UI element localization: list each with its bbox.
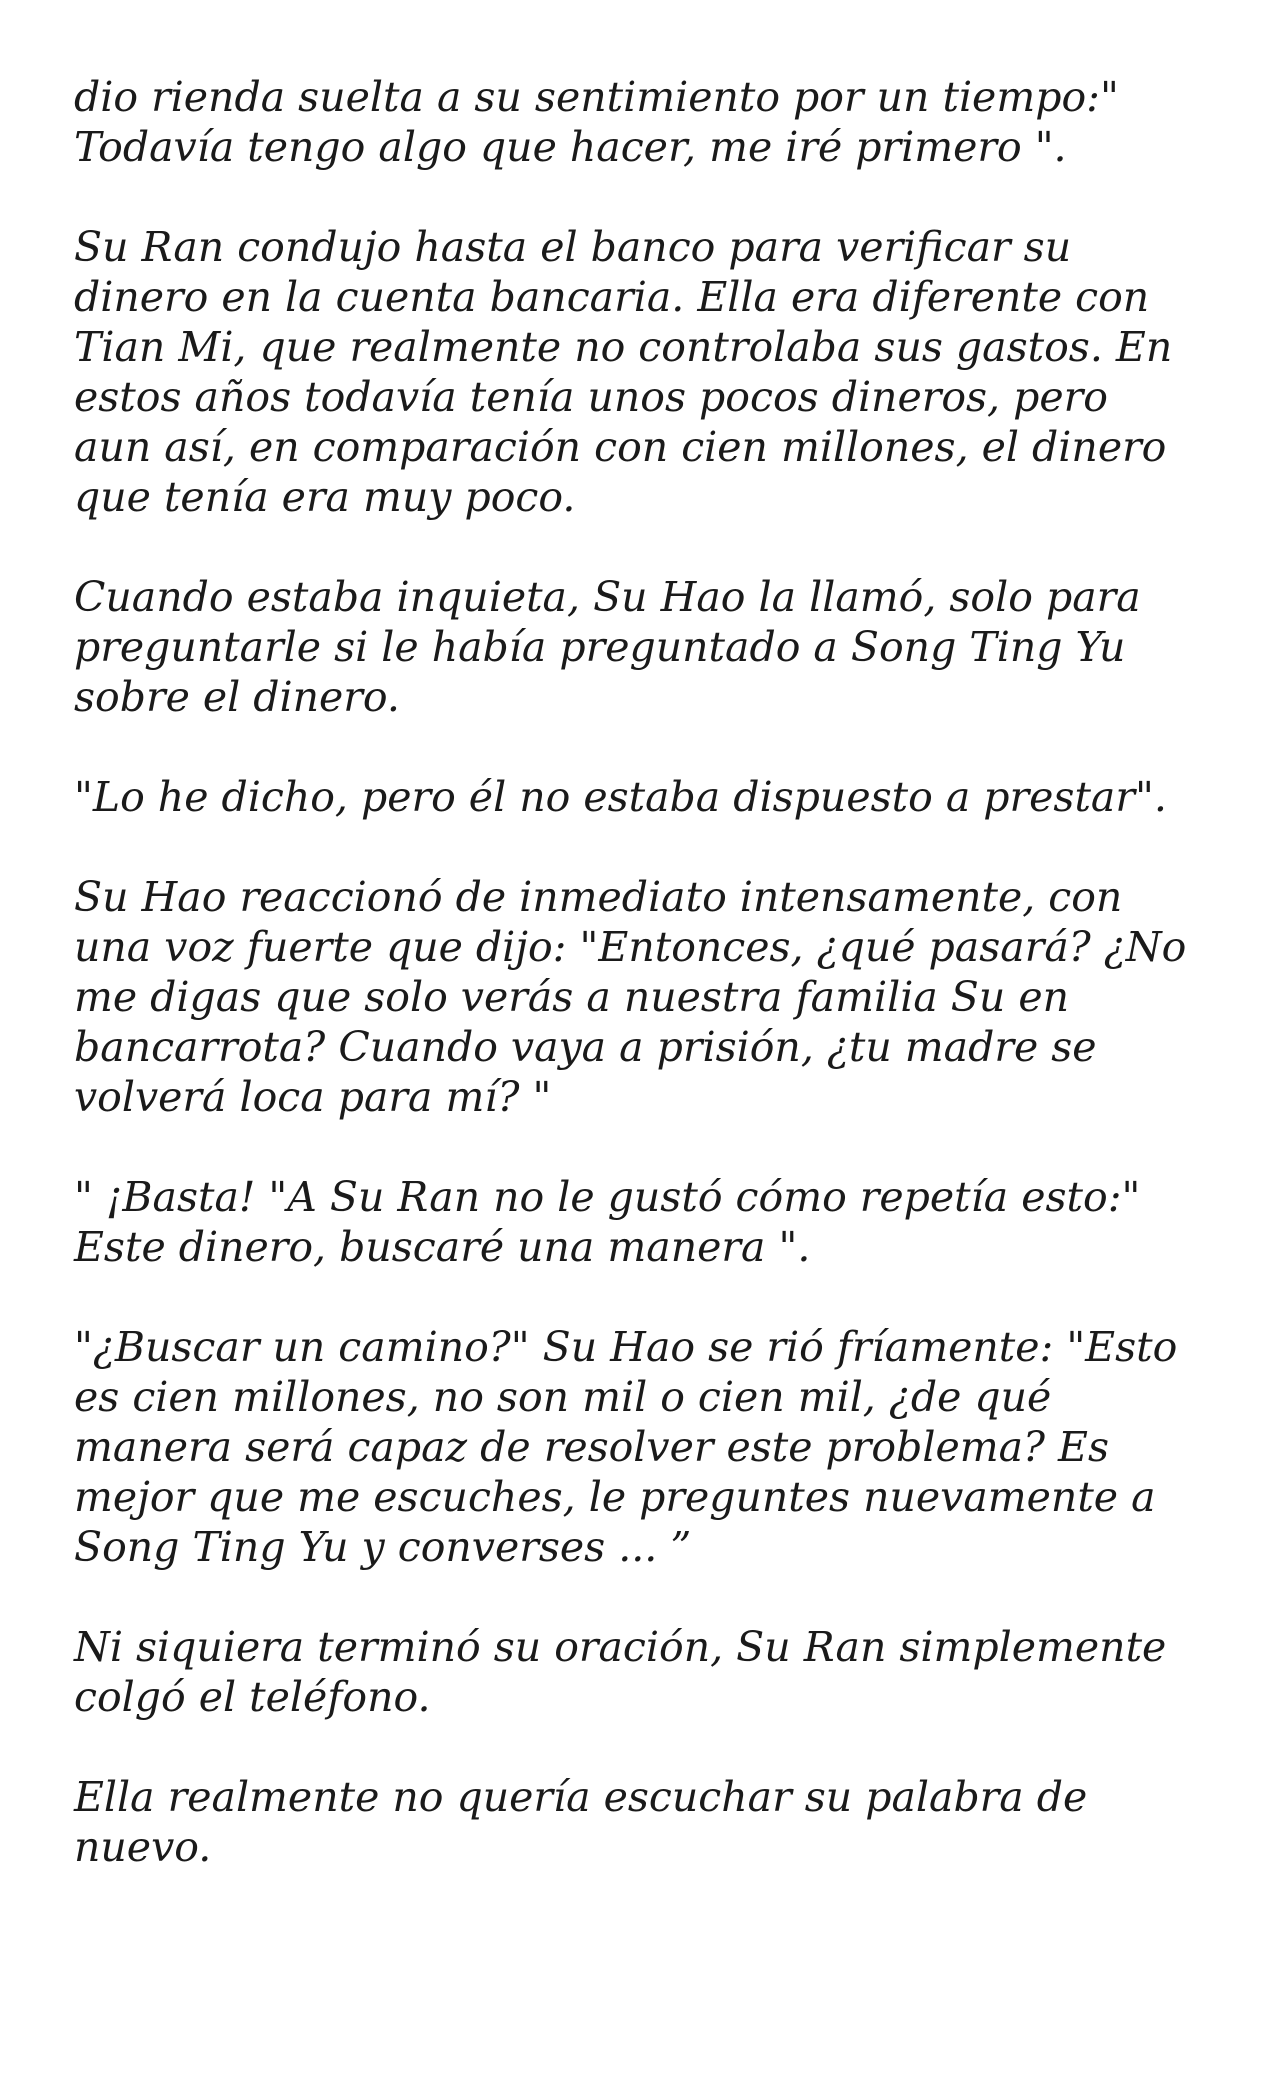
text-line: es cien millones, no son mil o cien mil, ¿de qué <box>74 1373 1052 1421</box>
text-line: estos años todavía tenía unos pocos dineros, pero <box>74 373 1108 421</box>
text-line: que tenía era muy poco. <box>74 473 576 521</box>
text-line: Cuando estaba inquieta, Su Hao la llamó, solo para <box>74 573 1141 621</box>
paragraph-6 <box>74 1172 1214 1272</box>
text-line: mejor que me escuches, le preguntes nuevamente a <box>74 1473 1156 1521</box>
paragraph-2 <box>74 222 1214 522</box>
text-line: bancarrota? Cuando vaya a prisión, ¿tu madre se <box>74 1023 1097 1071</box>
story-text <box>74 72 1214 1922</box>
text-line: " ¡Basta! "A Su Ran no le gustó cómo repetía esto:" <box>74 1173 1141 1221</box>
text-line: dio rienda suelta a su sentimiento por un tiempo:" <box>74 73 1119 121</box>
text-line: una voz fuerte que dijo: "Entonces, ¿qué pasará? ¿No <box>74 923 1187 971</box>
paragraph-4 <box>74 772 1214 822</box>
text-line: Su Hao reaccionó de inmediato intensamente, con <box>74 873 1123 921</box>
text-line: Tian Mi, que realmente no controlaba sus gastos. En <box>74 323 1173 371</box>
paragraph-3 <box>74 572 1214 722</box>
text-line: dinero en la cuenta bancaria. Ella era diferente con <box>74 273 1150 321</box>
text-line: sobre el dinero. <box>74 673 400 721</box>
text-line: Ni siquiera terminó su oración, Su Ran simplemente <box>74 1623 1167 1671</box>
text-line: Song Ting Yu y converses ... ” <box>74 1523 692 1571</box>
text-line: me digas que solo verás a nuestra familia Su en <box>74 973 1069 1021</box>
text-line: Este dinero, buscaré una manera ". <box>74 1223 811 1271</box>
text-line: manera será capaz de resolver este problema? Es <box>74 1423 1110 1471</box>
paragraph-1 <box>74 72 1214 172</box>
text-line: colgó el teléfono. <box>74 1673 431 1721</box>
text-line: aun así, en comparación con cien millones, el dinero <box>74 423 1167 471</box>
text-line: Ella realmente no quería escuchar su palabra de <box>74 1773 1088 1821</box>
text-line: "¿Buscar un camino?" Su Hao se rió fríamente: "Esto <box>74 1323 1178 1371</box>
text-line: Su Ran condujo hasta el banco para verificar su <box>74 223 1072 271</box>
paragraph-8 <box>74 1622 1214 1722</box>
paragraph-7 <box>74 1322 1214 1572</box>
text-line: "Lo he dicho, pero él no estaba dispuesto a prestar". <box>74 773 1167 821</box>
text-line: nuevo. <box>74 1823 212 1871</box>
text-line: preguntarle si le había preguntado a Song Ting Yu <box>74 623 1126 671</box>
text-line: Todavía tengo algo que hacer, me iré primero ". <box>74 123 1067 171</box>
paragraph-5 <box>74 872 1214 1122</box>
text-line: volverá loca para mí? " <box>74 1073 552 1121</box>
paragraph-9 <box>74 1772 1214 1872</box>
